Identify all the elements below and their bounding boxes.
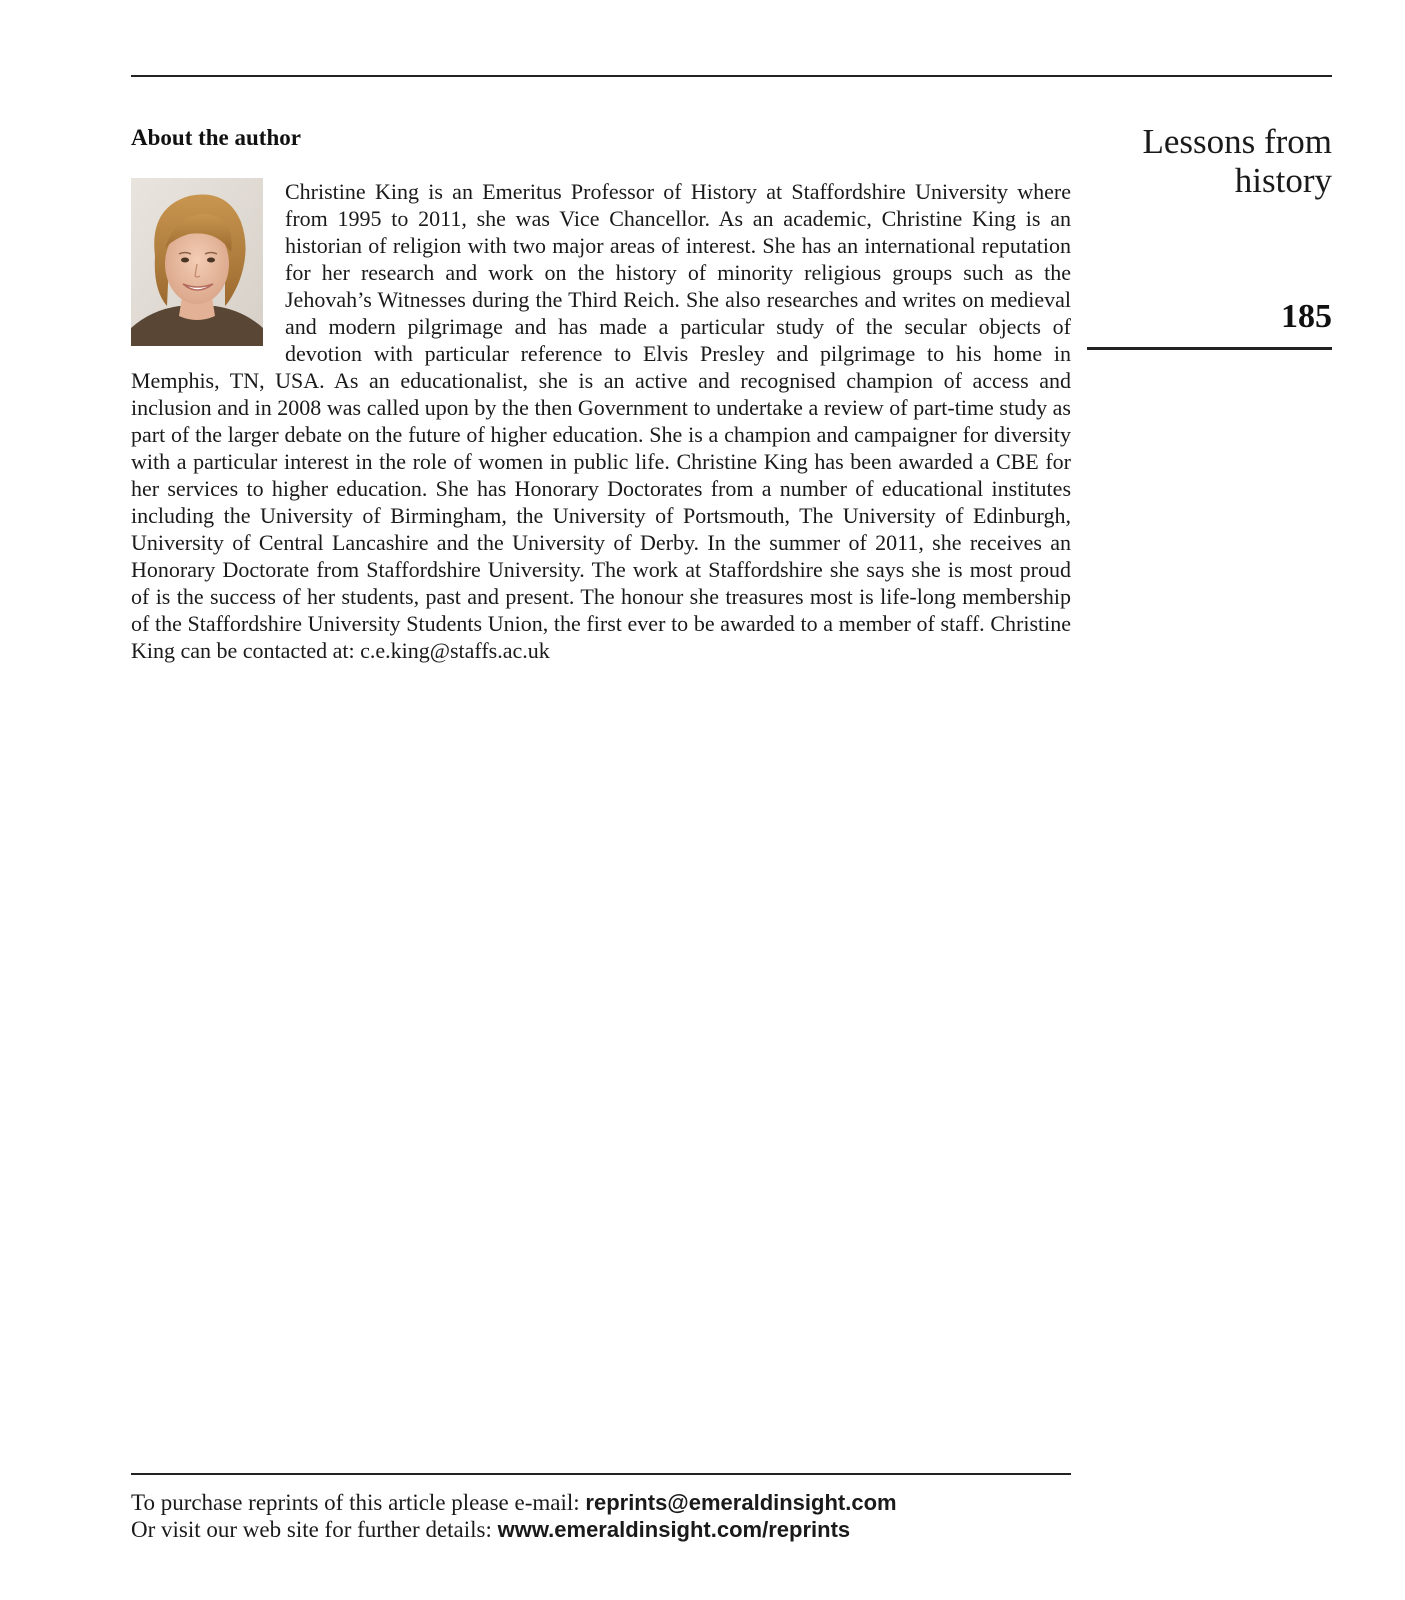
section-heading: About the author	[131, 125, 301, 150]
running-title: Lessons from history	[1142, 122, 1332, 200]
header-rule	[131, 75, 1332, 77]
reprints-email-link[interactable]: reprints@emeraldinsight.com	[585, 1490, 897, 1515]
footer	[131, 1489, 1131, 1543]
bio-text: Christine King is an Emeritus Professor of History at Staffordshire University where from 1995 to 2011, she was Vice Chancellor. As an academic, Christine King is an historian of religion with two major areas of interest. She has an international reputation for her research and work on the history of minority religious groups such as the Jehovah’s Witnesses during the Third Reich. She also researches and writes on medieval and modern pilgrimage and has made a particular study of the secular objects of devotion with particular reference to Elvis Presley and pilgrimage to his home in Memphis, TN, USA. As an educationalist, she is an active and recognised champion of access and inclusion and in 2008 was called upon by the then Government to undertake a review of part-time study as part of the larger debate on the future of higher education. She is a champion and campaigner for diversity with a particular interest in the role of women in public life. Christine King has been awarded a CBE for her services to higher education. She has Honorary Doctorates from a number of educational institutes including the University of Birmingham, the University of Portsmouth, The University of Edinburgh, University of Central Lancashire and the University of Derby. In the summer of 2011, she receives an Honorary Doctorate from Staffordshire University. The work at Staffordshire she says she is most proud of is the success of her students, past and present. The honour she treasures most is life-long membership of the Staffordshire University Students Union, the first ever to be awarded to a member of staff. Christine King can be contacted at: c.e.king@staffs.ac.uk	[131, 179, 1071, 663]
page-number-rule	[1087, 347, 1332, 350]
page-number: 185	[1281, 298, 1332, 335]
footer-website-line	[131, 1516, 1131, 1543]
footer-reprint-line	[131, 1489, 1131, 1516]
reprints-website-link[interactable]: www.emeraldinsight.com/reprints	[497, 1517, 851, 1542]
author-bio	[131, 178, 1071, 664]
author-photo	[131, 178, 263, 346]
footer-rule	[131, 1473, 1071, 1475]
footer-url-prefix: Or visit our web site for further details:	[131, 1517, 498, 1542]
footer-email-prefix: To purchase reprints of this article please e-mail:	[131, 1490, 586, 1515]
